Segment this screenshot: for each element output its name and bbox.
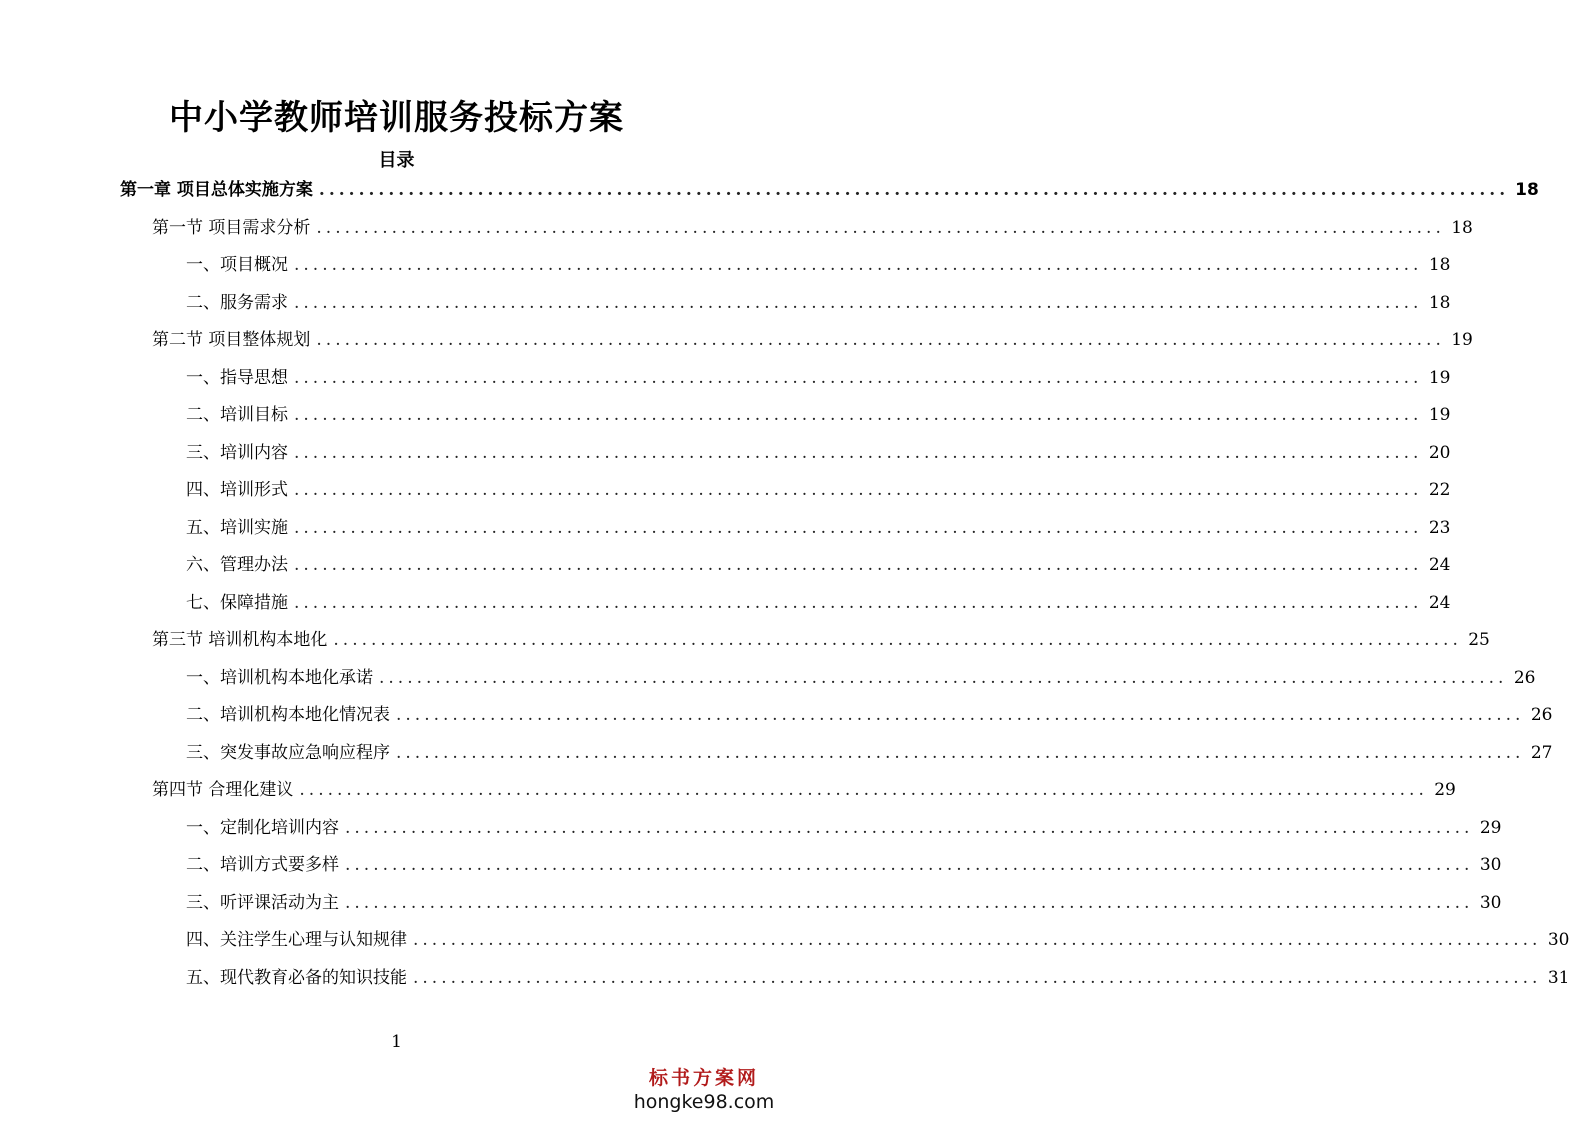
toc-entry[interactable] [186, 475, 1451, 505]
toc-entry[interactable] [186, 850, 1502, 880]
watermark-logo [629, 1066, 779, 1114]
toc-entry-label: 第一节 项目需求分析 [152, 217, 311, 238]
toc-entry-page: 19 [1451, 330, 1473, 350]
toc-dot-leader: ........................................................................................................................ [294, 405, 1423, 425]
toc-dot-leader: ........................................................................................................................ [299, 780, 1428, 800]
toc-entry-page: 31 [1547, 967, 1569, 988]
toc-entry[interactable] [186, 663, 1536, 693]
toc-entry-label: 三、培训内容 [186, 442, 288, 463]
toc-dot-leader: ........................................................................................................................ [294, 517, 1423, 538]
toc-entry[interactable] [186, 588, 1451, 618]
toc-dot-leader: ........................................................................................................................ [294, 480, 1423, 500]
toc-entry[interactable] [186, 738, 1553, 768]
toc-entry-page: 25 [1468, 630, 1490, 650]
toc-entry-label: 四、培训形式 [186, 480, 288, 500]
toc-entry-page: 19 [1428, 405, 1451, 425]
toc-entry-page: 30 [1479, 892, 1502, 913]
toc-entry-label: 一、项目概况 [186, 255, 288, 275]
toc-entry[interactable] [186, 400, 1451, 430]
toc-heading: 目录 [378, 150, 415, 171]
document-title: 中小学教师培训服务投标方案 [169, 98, 624, 138]
toc-entry-page: 20 [1428, 442, 1451, 463]
toc-dot-leader: ........................................................................................................................ [379, 667, 1508, 688]
toc-entry-label: 第三节 培训机构本地化 [152, 630, 328, 650]
toc-entry-page: 19 [1428, 367, 1451, 388]
toc-dot-leader: ........................................................................................................................ [345, 855, 1474, 875]
toc-dot-leader: ........................................................................................................................ [333, 630, 1462, 650]
toc-dot-leader: ........................................................................................................................ [294, 555, 1423, 575]
toc-entry-label: 一、指导思想 [186, 367, 288, 388]
toc-entry[interactable] [186, 250, 1451, 280]
toc-entry-page: 18 [1428, 255, 1451, 275]
watermark-name: 标书方案网 [648, 1067, 759, 1089]
toc-dot-leader: ........................................................................................................................ [294, 255, 1423, 275]
toc-dot-leader: ........................................................................................................................ [345, 892, 1474, 913]
toc-entry-label: 五、现代教育必备的知识技能 [186, 967, 407, 988]
toc-entry-page: 18 [1515, 180, 1539, 200]
toc-entry-page: 29 [1434, 780, 1456, 800]
toc-entry-label: 三、突发事故应急响应程序 [186, 742, 390, 763]
toc-entry-page: 18 [1428, 292, 1451, 313]
toc-entry-page: 18 [1451, 217, 1473, 238]
toc-entry[interactable] [152, 625, 1490, 655]
toc-entry-label: 第四节 合理化建议 [152, 780, 294, 800]
toc-entry-page: 24 [1428, 592, 1451, 613]
toc-entry[interactable] [186, 813, 1502, 843]
toc-entry-label: 二、服务需求 [186, 292, 288, 313]
toc-entry[interactable] [186, 700, 1553, 730]
toc-entry-page: 23 [1428, 517, 1451, 538]
toc-dot-leader: ........................................................................................................................ [318, 180, 1510, 200]
toc-entry[interactable] [186, 963, 1569, 993]
toc-entry[interactable] [152, 213, 1473, 243]
toc-dot-leader: ........................................................................................................................ [294, 592, 1423, 613]
toc-dot-leader: ........................................................................................................................ [396, 742, 1525, 763]
watermark-url: hongke98.com [633, 1091, 775, 1113]
toc-entry[interactable] [120, 175, 1539, 205]
toc-entry-label: 七、保障措施 [186, 592, 288, 613]
toc-entry-label: 三、听评课活动为主 [186, 892, 339, 913]
toc-entry-label: 一、培训机构本地化承诺 [186, 667, 373, 688]
page-number: 1 [391, 1032, 402, 1052]
toc-entry[interactable] [152, 775, 1456, 805]
toc-entry[interactable] [186, 288, 1451, 318]
toc-entry-page: 30 [1479, 855, 1502, 875]
toc-entry-label: 二、培训目标 [186, 405, 288, 425]
toc-entry-label: 五、培训实施 [186, 517, 288, 538]
toc-entry-page: 24 [1428, 555, 1451, 575]
toc-dot-leader: ........................................................................................................................ [345, 817, 1474, 838]
toc-entry[interactable] [186, 363, 1451, 393]
toc-entry-label: 四、关注学生心理与认知规律 [186, 930, 407, 950]
toc-entry-label: 二、培训方式要多样 [186, 855, 339, 875]
toc-entry-page: 26 [1513, 667, 1536, 688]
toc-entry-label: 第一章 项目总体实施方案 [120, 180, 313, 200]
toc-entry[interactable] [186, 438, 1451, 468]
toc-entry[interactable] [152, 325, 1473, 355]
toc-entry-page: 26 [1530, 705, 1553, 725]
toc-entry[interactable] [186, 513, 1451, 543]
toc-dot-leader: ........................................................................................................................ [294, 292, 1423, 313]
toc-entry-page: 27 [1530, 742, 1553, 763]
toc-dot-leader: ........................................................................................................................ [413, 930, 1542, 950]
toc-dot-leader: ........................................................................................................................ [413, 967, 1542, 988]
toc-entry[interactable] [186, 550, 1451, 580]
toc-entry-page: 29 [1479, 817, 1502, 838]
toc-entry-label: 一、定制化培训内容 [186, 817, 339, 838]
toc-entry[interactable] [186, 888, 1502, 918]
toc-dot-leader: ........................................................................................................................ [294, 367, 1423, 388]
toc-entry-label: 第二节 项目整体规划 [152, 330, 311, 350]
toc-entry-label: 六、管理办法 [186, 555, 288, 575]
toc-dot-leader: ........................................................................................................................ [316, 217, 1445, 238]
toc-entry-label: 二、培训机构本地化情况表 [186, 705, 390, 725]
toc-entry-page: 30 [1547, 930, 1569, 950]
toc-entry-page: 22 [1428, 480, 1451, 500]
toc-dot-leader: ........................................................................................................................ [396, 705, 1525, 725]
toc-entry[interactable] [186, 925, 1569, 955]
toc-dot-leader: ........................................................................................................................ [294, 442, 1423, 463]
toc-dot-leader: ........................................................................................................................ [316, 330, 1445, 350]
